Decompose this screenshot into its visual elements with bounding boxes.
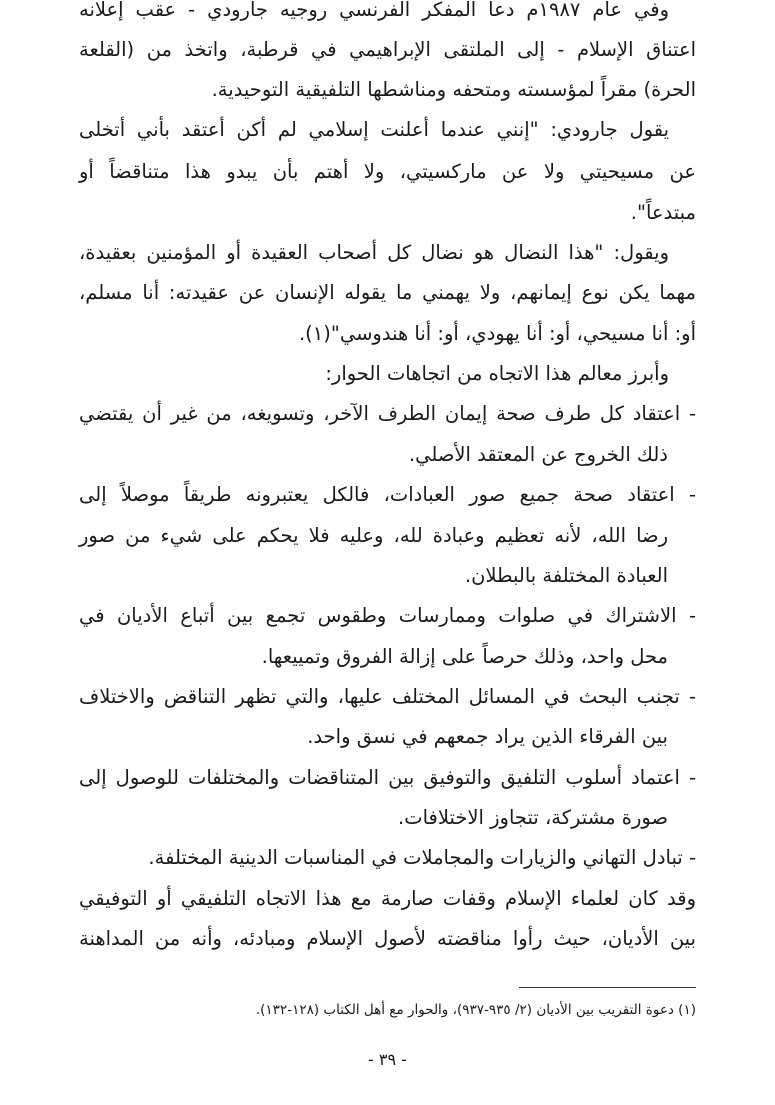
bullet-line-1: - اعتقاد كل طرف صحة إيمان الطرف الآخر، وتسويغه، من غير أن يقتضي	[79, 402, 696, 425]
bullet-line-10: - اعتماد أسلوب التلفيق والتوفيق بين المتناقضات والمختلفات للوصول إلى	[79, 766, 696, 789]
body-line-6: مبتدعاً".	[630, 201, 696, 224]
bullet-line-3: - اعتقاد صحة جميع صور العبادات، فالكل يعتبرونه طريقاً موصلاً إلى	[79, 483, 696, 506]
bullet-line-6: - الاشتراك في صلوات وممارسات وطقوس تجمع بين أتباع الأديان في	[79, 604, 696, 627]
body-line-9: أو: أنا مسيحي، أو: أنا يهودي، أو: أنا هندوسي"(١).	[298, 322, 696, 345]
body-line-11: وقد كان لعلماء الإسلام وقفات صارمة مع هذا الاتجاه التلفيقي أو التوفيقي	[79, 887, 696, 910]
body-line-2: اعتناق الإسلام - إلى الملتقى الإبراهيمي في قرطبة، واتخذ من (القلعة	[79, 38, 696, 61]
bullet-line-7: محل واحد، وذلك حرصاً على إزالة الفروق وتمييعها.	[261, 645, 668, 668]
body-line-1: وفي عام ١٩٨٧م دعا المفكر الفرنسي روجيه جارودي - عقب إعلانه	[79, 0, 670, 21]
body-line-3: الحرة) مقراً لمؤسسته ومتحفه ومناشطها التلفيقية التوحيدية.	[211, 78, 696, 101]
body-line-4: يقول جارودي: "إنني عندما أعلنت إسلامي لم أكن أعتقد بأني أتخلى	[79, 118, 669, 141]
footnote-divider	[519, 987, 696, 988]
body-line-12: بين الأديان، حيث رأوا مناقضته لأصول الإسلام ومبادئه، وأنه من المداهنة	[79, 927, 696, 950]
bullet-line-4: رضا الله، لأنه تعظيم وعبادة لله، وعليه فلا يحكم على شيء من صور	[79, 524, 668, 547]
bullet-line-8: - تجنب البحث في المسائل المختلف عليها، والتي تظهر التناقض والاختلاف	[79, 685, 696, 708]
bullet-line-5: العبادة المختلفة بالبطلان.	[464, 564, 668, 587]
body-line-7: ويقول: "هذا النضال هو نضال كل أصحاب العقيدة أو المؤمنين بعقيدة،	[79, 241, 669, 264]
page-number: - ٣٩ -	[368, 1050, 407, 1069]
bullet-line-12: - تبادل التهاني والزيارات والمجاملات في المناسبات الدينية المختلفة.	[148, 846, 696, 869]
bullet-line-11: صورة مشتركة، تتجاوز الاختلافات.	[398, 806, 668, 829]
body-line-10: وأبرز معالم هذا الاتجاه من اتجاهات الحوار:	[325, 362, 669, 385]
bullet-line-9: بين الفرقاء الذين يراد جمعهم في نسق واحد.	[307, 725, 668, 748]
body-line-5: عن مسيحيتي ولا عن ماركسيتي، ولا أهتم بأن يبدو هذا متناقضاً أو	[79, 160, 696, 183]
bullet-line-2: ذلك الخروج عن المعتقد الأصلي.	[408, 443, 668, 466]
body-line-8: مهما يكن نوع إيمانهم، ولا يهمني ما يقوله الإنسان عن عقيدته: أنا مسلم،	[79, 281, 696, 304]
footnote: (١) دعوة التقريب بين الأديان (٢/ ٩٣٥-٩٣٧)، والحوار مع أهل الكتاب (١٢٨-١٣٢).	[255, 1002, 696, 1018]
